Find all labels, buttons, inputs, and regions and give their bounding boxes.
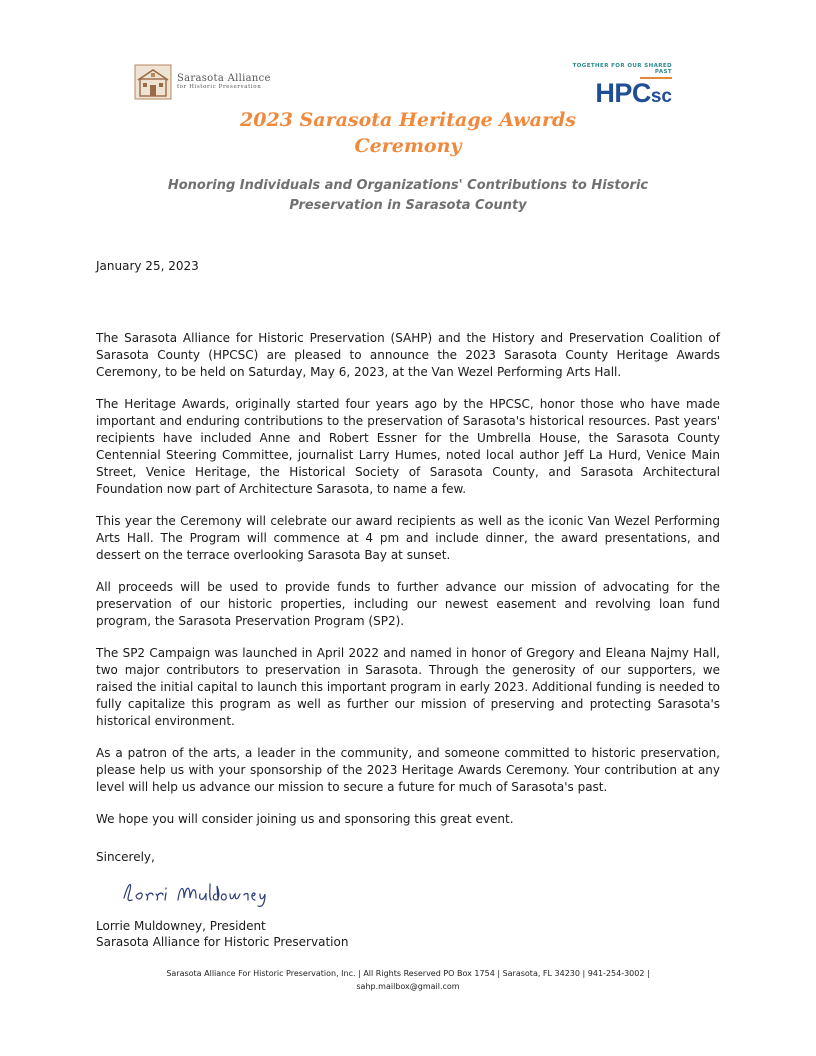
signer-org: Sarasota Alliance for Historic Preservation [96, 935, 349, 949]
letter-body [96, 330, 720, 843]
title-line2: Ceremony [354, 135, 462, 157]
letter-date: January 25, 2023 [96, 259, 199, 273]
footer-email: sahp.mailbox@gmail.com [356, 982, 460, 991]
subtitle-line1: Honoring Individuals and Organizations' Contributions to Historic [167, 178, 649, 193]
document-title [0, 107, 816, 159]
paragraph-1: The Sarasota Alliance for Historic Preservation (SAHP) and the History and Preservation Coalition of Sarasota County (HPCSC) are pleased to announce the 2023 Sarasota County Heritage Awards Ceremony, to be held on Saturday, May 6, 2023, at the Van Wezel Performing Arts Hall. [96, 331, 720, 379]
signer-name: Lorrie Muldowney, President [96, 919, 266, 933]
historic-building-icon [134, 64, 172, 100]
footer-line1: Sarasota Alliance For Historic Preservation, Inc. | All Rights Reserved PO Box 1754 | Sarasota, FL 34230 | 941-254-3002 | [166, 969, 650, 978]
signer-block [96, 918, 348, 950]
paragraph-4: All proceeds will be used to provide funds to further advance our mission of advocating for the preservation of our historic properties, including our newest easement and revolving loan fund program, the Sarasota Preservation Program (SP2). [96, 580, 720, 628]
sahp-logo [134, 64, 271, 100]
paragraph-5: The SP2 Campaign was launched in April 2022 and named in honor of Gregory and Eleana Najmy Hall, two major contributors to preservation in Sarasota. Through the generosity of our supporters, we raised the initial capital to launch this important program in early 2023. Additional funding is needed to fully capitalize this program as well as further our mission of preserving and protecting Sarasota's historical environment. [96, 646, 720, 728]
paragraph-2: The Heritage Awards, originally started four years ago by the HPCSC, honor those who have made important and enduring contributions to the preservation of Sarasota's historical resources. Past years' recipients have included Anne and Robert Essner for the Umbrella House, the Sarasota County Centennial Steering Committee, journalist Larry Humes, noted local author Jeff La Hurd, Venice Main Street, Venice Heritage, the Historical Society of Sarasota County, and Sarasota Architectural Foundation now part of Architecture Sarasota, to name a few. [96, 397, 720, 496]
hpcsc-tagline: TOGETHER FOR OUR SHARED PAST [572, 63, 672, 75]
paragraph-6: As a patron of the arts, a leader in the community, and someone committed to historic preservation, please help us with your sponsorship of the 2023 Heritage Awards Ceremony. Your contribution at any level will help us advance our mission to secure a future for much of Sarasota's past. [96, 746, 720, 794]
handwritten-signature [118, 874, 288, 908]
paragraph-3: This year the Ceremony will celebrate our award recipients as well as the iconic Van Wezel Performing Arts Hall. The Program will commence at 4 pm and include dinner, the award presentations, and dessert on the terrace overlooking Sarasota Bay at sunset. [96, 514, 720, 562]
hpcsc-mark-big: HPC [595, 78, 651, 108]
document-subtitle [0, 176, 816, 216]
closing: Sincerely, [96, 850, 155, 864]
title-line1: 2023 Sarasota Heritage Awards [240, 109, 576, 131]
hpcsc-mark [560, 80, 672, 107]
sahp-logo-line1: Sarasota Alliance [177, 72, 271, 84]
page-footer [0, 967, 816, 993]
sahp-logo-line2: for Historic Preservation [177, 83, 262, 90]
subtitle-line2: Preservation in Sarasota County [289, 198, 527, 213]
hpcsc-mark-small: sc [650, 86, 672, 107]
paragraph-7: We hope you will consider joining us and sponsoring this great event. [96, 812, 514, 826]
hpcsc-logo [560, 64, 672, 107]
